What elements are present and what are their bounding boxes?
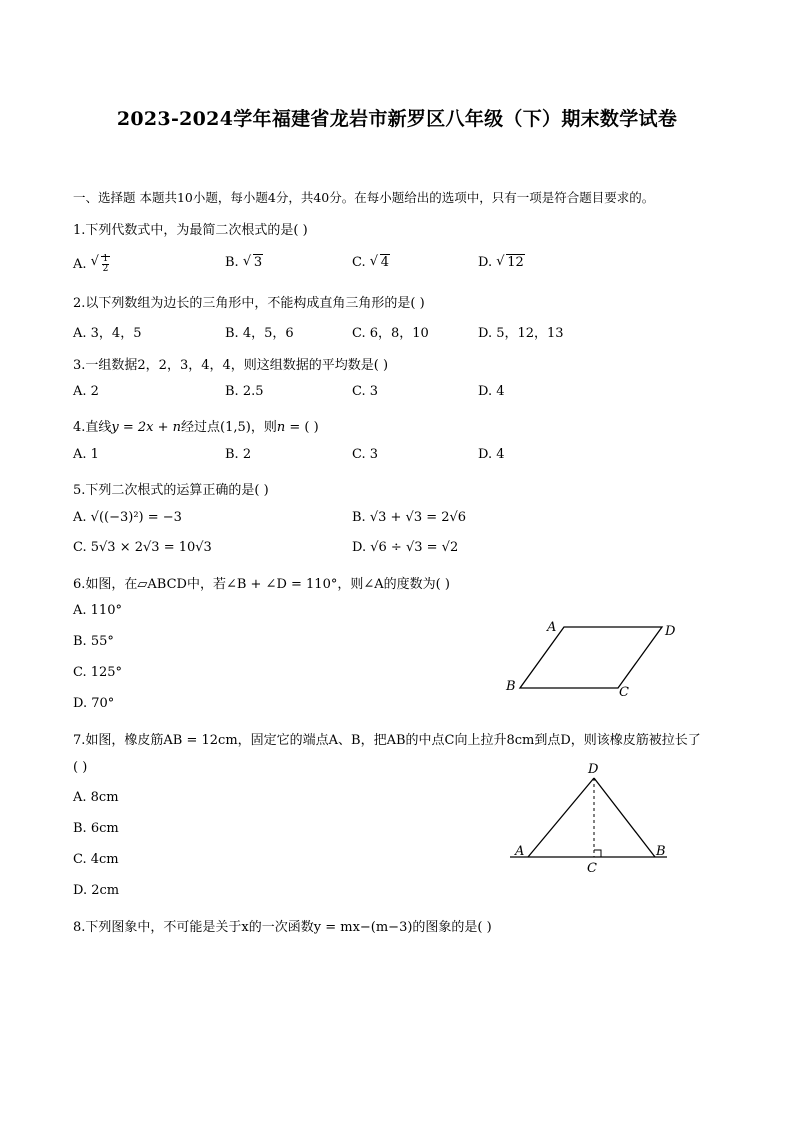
- question-3-stem: 3.一组数据2，2，3，4，4，则这组数据的平均数是( ): [73, 358, 389, 373]
- label-a: A: [547, 620, 557, 635]
- q1-option-b: B. √ 3: [225, 255, 263, 270]
- question-2-stem: 2.以下列数组为边长的三角形中，不能构成直角三角形的是( ): [73, 296, 425, 311]
- q1-option-a: A. √ $\frac{1}{2}$: [73, 255, 110, 274]
- question-7-stem-cont: ( ): [73, 760, 88, 775]
- q1-option-d: D. √ 12: [478, 255, 525, 270]
- q7-option-a: A. 8cm: [73, 790, 119, 805]
- q5-option-c: C. 5√3 × 2√3 = 10√3: [73, 540, 212, 555]
- question-5-stem: 5.下列二次根式的运算正确的是( ): [73, 483, 269, 498]
- q6-option-b: B. 55°: [73, 634, 114, 649]
- question-4-stem: 4.直线y = 2x + n经过点(1,5)，则n = ( ): [73, 420, 319, 435]
- label-d: D: [665, 624, 676, 639]
- q3-option-b: B. 2.5: [225, 384, 264, 399]
- q2-option-b: B. 4，5，6: [225, 326, 294, 341]
- label-a: A: [515, 844, 525, 859]
- q3-option-a: A. 2: [73, 384, 99, 399]
- label-c: C: [587, 861, 597, 876]
- q4-option-c: C. 3: [352, 447, 379, 462]
- segment-db: [594, 778, 655, 857]
- label-c: C: [619, 685, 629, 700]
- q5-option-a: A. √((−3)²) = −3: [73, 510, 182, 525]
- q2-option-d: D. 5，12，13: [478, 326, 564, 341]
- q2-option-c: C. 6，8，10: [352, 326, 429, 341]
- label-b: B: [506, 679, 516, 694]
- q6-option-c: C. 125°: [73, 665, 123, 680]
- parallelogram-figure: [500, 612, 690, 702]
- parallelogram-abcd: [520, 627, 662, 688]
- q3-option-c: C. 3: [352, 384, 379, 399]
- q4-option-d: D. 4: [478, 447, 505, 462]
- q4-option-b: B. 2: [225, 447, 252, 462]
- label-d: D: [588, 762, 599, 777]
- question-8-stem: 8.下列图象中，不可能是关于x的一次函数y = mx−(m−3)的图象的是( ): [73, 920, 492, 935]
- q7-option-d: D. 2cm: [73, 883, 120, 898]
- label-b: B: [656, 844, 666, 859]
- q5-option-d: D. √6 ÷ √3 = √2: [352, 540, 459, 555]
- q7-option-b: B. 6cm: [73, 821, 119, 836]
- question-6-stem: 6.如图，在▱ABCD中，若∠B + ∠D = 110°，则∠A的度数为( ): [73, 577, 450, 592]
- right-angle-mark: [594, 850, 601, 857]
- q3-option-d: D. 4: [478, 384, 505, 399]
- q2-option-a: A. 3，4，5: [73, 326, 142, 341]
- q4-option-a: A. 1: [73, 447, 99, 462]
- section-header: 一、选择题 本题共10小题，每小题4分，共40分。在每小题给出的选项中，只有一项是符合题目要求的。: [73, 190, 655, 205]
- rubber-band-figure: [505, 758, 685, 878]
- segment-ad: [528, 778, 594, 857]
- question-7-stem: 7.如图，橡皮筋AB = 12cm，固定它的端点A、B，把AB的中点C向上拉升8cm到点D，则该橡皮筋被拉长了: [73, 733, 701, 748]
- question-1-stem: 1.下列代数式中，为最简二次根式的是( ): [73, 223, 308, 238]
- q5-option-b: B. √3 + √3 = 2√6: [352, 510, 467, 525]
- q6-option-d: D. 70°: [73, 696, 115, 711]
- q1-option-c: C. √ 4: [352, 255, 390, 270]
- sqrt-symbol: √ $\frac{1}{2}$: [91, 255, 111, 274]
- page-title: 2023-2024学年福建省龙岩市新罗区八年级（下）期末数学试卷: [116, 108, 678, 130]
- q7-option-c: C. 4cm: [73, 852, 119, 867]
- q6-option-a: A. 110°: [73, 603, 122, 618]
